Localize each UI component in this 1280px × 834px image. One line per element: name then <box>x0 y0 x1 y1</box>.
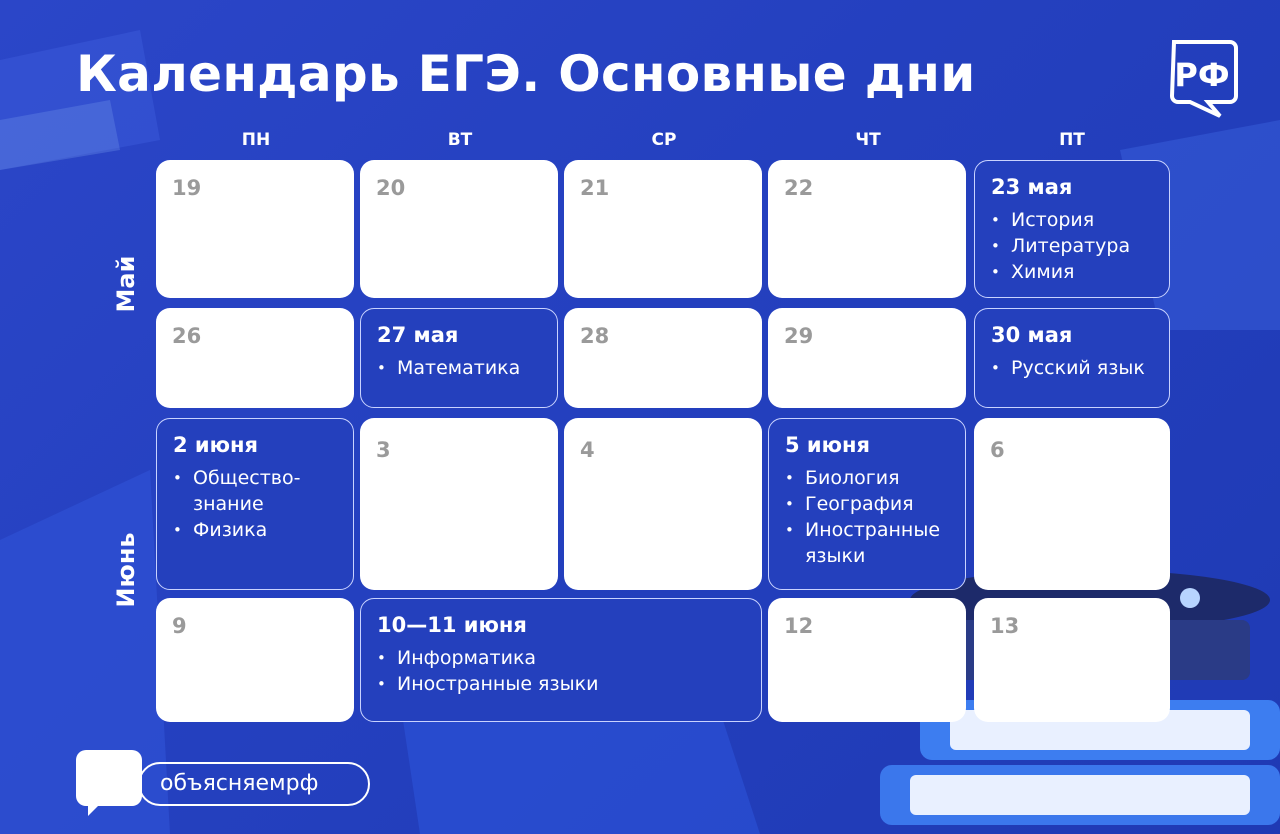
day-cell <box>974 418 1170 590</box>
day-cell <box>974 598 1170 722</box>
day-number: 12 <box>784 614 814 638</box>
subject-item: • Информатика <box>377 645 598 671</box>
subject-item: • Общество- <box>173 465 300 491</box>
day-number: 4 <box>580 438 595 462</box>
day-cell <box>564 418 762 590</box>
day-number: 3 <box>376 438 391 462</box>
day-cell <box>156 598 354 722</box>
exam-date: 2 июня <box>173 433 259 457</box>
exam-date: 10—11 июня <box>377 613 527 637</box>
day-cell <box>564 160 762 298</box>
subject-item: • Химия <box>991 259 1130 285</box>
subject-item: • Русский язык <box>991 355 1145 381</box>
day-number: 9 <box>172 614 187 638</box>
weekday-tue: ВТ <box>447 130 473 150</box>
subject-item: • Иностранные языки <box>377 671 598 697</box>
subject-list <box>785 465 940 569</box>
page-title: Календарь ЕГЭ. Основные дни <box>76 45 976 103</box>
subject-item: • Литература <box>991 233 1130 259</box>
day-number: 28 <box>580 324 610 348</box>
subject-list <box>377 645 598 697</box>
day-cell <box>156 308 354 408</box>
subject-item: • География <box>785 491 940 517</box>
exam-day-cell <box>360 598 762 722</box>
day-cell <box>768 160 966 298</box>
subject-item-continuation <box>785 543 940 569</box>
day-cell <box>360 418 558 590</box>
subject-list <box>377 355 520 381</box>
day-number: 6 <box>990 438 1005 462</box>
weekday-fri: ПТ <box>1059 130 1085 150</box>
subject-item: • Биология <box>785 465 940 491</box>
exam-date: 23 мая <box>991 175 1073 199</box>
subject-list <box>991 355 1145 381</box>
day-number: 26 <box>172 324 202 348</box>
subject-list <box>991 207 1130 285</box>
day-cell <box>768 598 966 722</box>
day-number: 13 <box>990 614 1020 638</box>
weekday-wed: СР <box>651 130 677 150</box>
subject-list <box>173 465 300 543</box>
day-number: 21 <box>580 176 610 200</box>
subject-item: • История <box>991 207 1130 233</box>
month-label-may: Май <box>112 255 140 313</box>
day-cell <box>564 308 762 408</box>
subject-text: знание <box>193 493 264 515</box>
exam-day-cell <box>156 418 354 590</box>
exam-date: 27 мая <box>377 323 459 347</box>
day-cell <box>768 308 966 408</box>
month-label-june: Июнь <box>112 532 140 608</box>
exam-date: 30 мая <box>991 323 1073 347</box>
subject-item: • Иностранные <box>785 517 940 543</box>
day-number: 22 <box>784 176 814 200</box>
weekday-thu: ЧТ <box>855 130 881 150</box>
day-number: 19 <box>172 176 202 200</box>
logo-text: РФ <box>1174 56 1230 94</box>
exam-day-cell <box>974 160 1170 298</box>
exam-day-cell <box>360 308 558 408</box>
subject-item: • Математика <box>377 355 520 381</box>
exam-day-cell <box>974 308 1170 408</box>
footer-tag[interactable]: объясняемрф <box>138 762 370 806</box>
exam-day-cell <box>768 418 966 590</box>
day-cell <box>156 160 354 298</box>
day-number: 20 <box>376 176 406 200</box>
subject-item-continuation <box>173 491 300 517</box>
subject-text: языки <box>805 545 866 567</box>
subject-item: • Физика <box>173 517 300 543</box>
day-cell <box>360 160 558 298</box>
weekday-mon: ПН <box>241 130 271 150</box>
chat-bubble-icon <box>74 748 144 816</box>
day-number: 29 <box>784 324 814 348</box>
exam-date: 5 июня <box>785 433 871 457</box>
